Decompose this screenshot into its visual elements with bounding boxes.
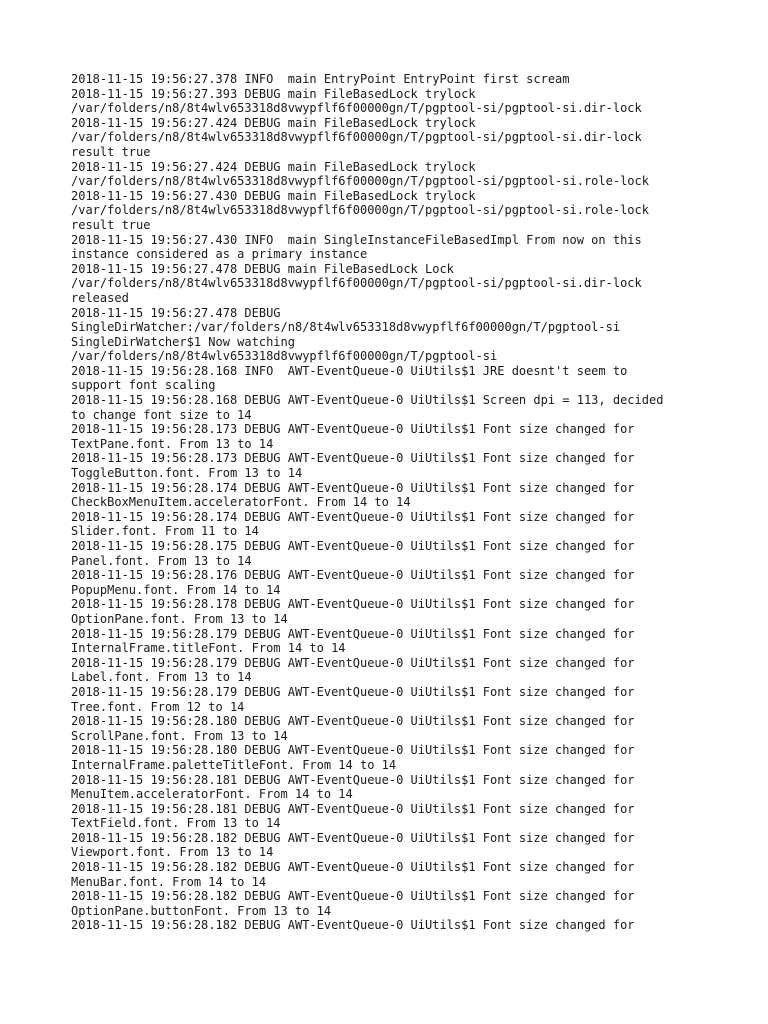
log-line: SingleDirWatcher$1 Now watching — [71, 334, 295, 349]
log-line: 2018-11-15 19:56:27.378 INFO main EntryPoint EntryPoint first scream — [71, 72, 570, 86]
log-line-list — [71, 72, 711, 933]
log-line: 2018-11-15 19:56:27.393 DEBUG main FileBasedLock trylock — [71, 86, 476, 101]
log-line: MenuBar.font. From 14 to 14 — [71, 874, 267, 889]
log-line: InternalFrame.paletteTitleFont. From 14 to 14 — [71, 757, 397, 772]
log-line: /var/folders/n8/8t4wlv653318d8vwypflf6f00000gn/T/pgptool-si/pgptool-si.dir-lock — [71, 101, 642, 116]
log-line: TextPane.font. From 13 to 14 — [71, 436, 274, 451]
log-line: TextField.font. From 13 to 14 — [71, 816, 281, 831]
log-line: 2018-11-15 19:56:28.182 DEBUG AWT-EventQueue-0 UiUtils$1 Font size changed for — [71, 830, 635, 845]
log-line: Slider.font. From 11 to 14 — [71, 524, 259, 539]
log-line: result true — [71, 217, 151, 232]
log-line: MenuItem.acceleratorFont. From 14 to 14 — [71, 787, 353, 802]
log-line: 2018-11-15 19:56:28.175 DEBUG AWT-EventQueue-0 UiUtils$1 Font size changed for — [71, 539, 635, 553]
log-line: ScrollPane.font. From 13 to 14 — [71, 728, 288, 743]
log-line: 2018-11-15 19:56:28.179 DEBUG AWT-EventQueue-0 UiUtils$1 Font size changed for — [71, 655, 635, 670]
log-line: InternalFrame.titleFont. From 14 to 14 — [71, 641, 346, 656]
log-line: /var/folders/n8/8t4wlv653318d8vwypflf6f00000gn/T/pgptool-si/pgptool-si.role-lock — [71, 203, 649, 218]
log-line: 2018-11-15 19:56:28.179 DEBUG AWT-EventQueue-0 UiUtils$1 Font size changed for — [71, 684, 635, 699]
log-line: instance considered as a primary instance — [71, 247, 368, 262]
log-line: Tree.font. From 12 to 14 — [71, 699, 245, 714]
log-line: Viewport.font. From 13 to 14 — [71, 845, 274, 860]
log-line: /var/folders/n8/8t4wlv653318d8vwypflf6f00000gn/T/pgptool-si/pgptool-si.role-lock — [71, 174, 649, 189]
log-line: 2018-11-15 19:56:28.181 DEBUG AWT-EventQueue-0 UiUtils$1 Font size changed for — [71, 801, 635, 816]
log-line: 2018-11-15 19:56:28.173 DEBUG AWT-EventQueue-0 UiUtils$1 Font size changed for — [71, 451, 635, 466]
log-line: 2018-11-15 19:56:28.173 DEBUG AWT-EventQueue-0 UiUtils$1 Font size changed for — [71, 422, 635, 437]
log-line: 2018-11-15 19:56:28.176 DEBUG AWT-EventQueue-0 UiUtils$1 Font size changed for — [71, 568, 635, 583]
log-line: 2018-11-15 19:56:28.180 DEBUG AWT-EventQueue-0 UiUtils$1 Font size changed for — [71, 714, 635, 729]
log-line: SingleDirWatcher:/var/folders/n8/8t4wlv653318d8vwypflf6f00000gn/T/pgptool-si — [71, 320, 621, 335]
log-line: 2018-11-15 19:56:27.424 DEBUG main FileBasedLock trylock — [71, 159, 476, 174]
log-line: 2018-11-15 19:56:28.182 DEBUG AWT-EventQueue-0 UiUtils$1 Font size changed for — [71, 860, 635, 875]
log-line: 2018-11-15 19:56:28.168 DEBUG AWT-EventQueue-0 UiUtils$1 Screen dpi = 113, decided — [71, 393, 664, 408]
log-line: 2018-11-15 19:56:28.181 DEBUG AWT-EventQueue-0 UiUtils$1 Font size changed for — [71, 772, 635, 787]
log-line: 2018-11-15 19:56:28.180 DEBUG AWT-EventQueue-0 UiUtils$1 Font size changed for — [71, 743, 635, 758]
log-line: to change font size to 14 — [71, 407, 252, 422]
log-line: 2018-11-15 19:56:27.424 DEBUG main FileBasedLock trylock — [71, 115, 476, 130]
log-line: released — [71, 290, 129, 305]
log-line: 2018-11-15 19:56:28.179 DEBUG AWT-EventQueue-0 UiUtils$1 Font size changed for — [71, 626, 635, 641]
log-line: 2018-11-15 19:56:27.478 DEBUG — [71, 305, 281, 320]
log-line: 2018-11-15 19:56:28.174 DEBUG AWT-EventQueue-0 UiUtils$1 Font size changed for — [71, 509, 635, 524]
log-line: /var/folders/n8/8t4wlv653318d8vwypflf6f00000gn/T/pgptool-si/pgptool-si.dir-lock — [71, 130, 642, 145]
log-line: 2018-11-15 19:56:27.478 DEBUG main FileBasedLock Lock — [71, 261, 454, 276]
log-line: PopupMenu.font. From 14 to 14 — [71, 582, 281, 597]
log-line: Panel.font. From 13 to 14 — [71, 553, 252, 568]
log-line: CheckBoxMenuItem.acceleratorFont. From 14 to 14 — [71, 495, 411, 510]
log-line: 2018-11-15 19:56:28.182 DEBUG AWT-EventQueue-0 UiUtils$1 Font size changed for — [71, 889, 635, 904]
log-line: support font scaling — [71, 378, 216, 393]
log-line: Label.font. From 13 to 14 — [71, 670, 252, 685]
log-line: /var/folders/n8/8t4wlv653318d8vwypflf6f00000gn/T/pgptool-si — [71, 349, 498, 364]
log-line: 2018-11-15 19:56:27.430 DEBUG main FileBasedLock trylock — [71, 188, 476, 203]
log-line: OptionPane.font. From 13 to 14 — [71, 611, 288, 626]
log-line: 2018-11-15 19:56:28.182 DEBUG AWT-EventQueue-0 UiUtils$1 Font size changed for — [71, 918, 635, 933]
log-line: result true — [71, 144, 151, 159]
log-line: ToggleButton.font. From 13 to 14 — [71, 466, 303, 481]
log-line: OptionPane.buttonFont. From 13 to 14 — [71, 903, 332, 918]
log-document-page — [71, 72, 711, 933]
log-line: 2018-11-15 19:56:28.168 INFO AWT-EventQueue-0 UiUtils$1 JRE doesnt't seem to — [71, 363, 628, 378]
log-line: /var/folders/n8/8t4wlv653318d8vwypflf6f00000gn/T/pgptool-si/pgptool-si.dir-lock — [71, 276, 642, 291]
log-line: 2018-11-15 19:56:28.174 DEBUG AWT-EventQueue-0 UiUtils$1 Font size changed for — [71, 480, 635, 495]
log-line: 2018-11-15 19:56:28.178 DEBUG AWT-EventQueue-0 UiUtils$1 Font size changed for — [71, 597, 635, 612]
log-line: 2018-11-15 19:56:27.430 INFO main SingleInstanceFileBasedImpl From now on this — [71, 232, 642, 247]
